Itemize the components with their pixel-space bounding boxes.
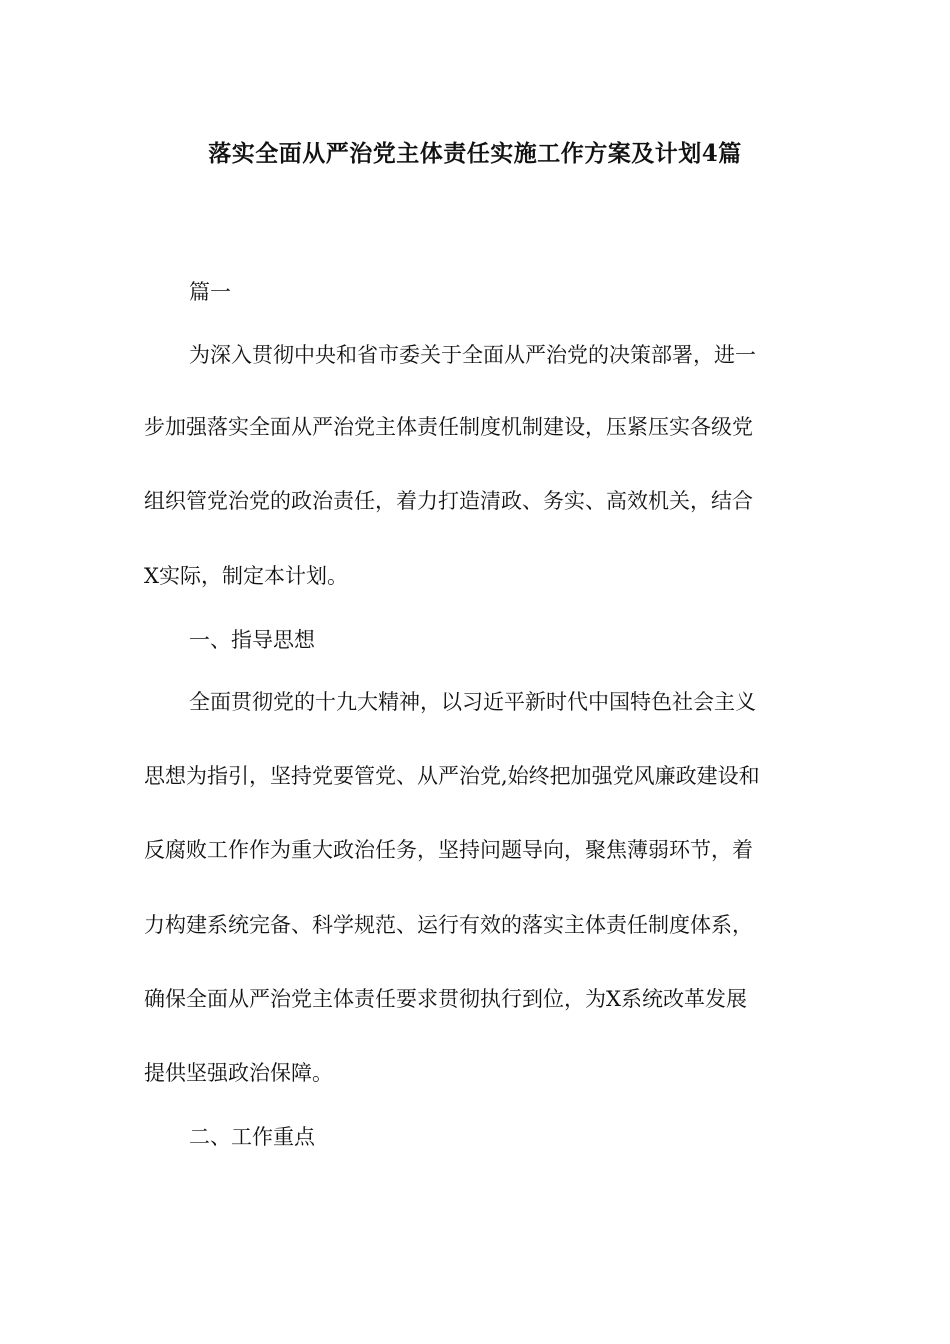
document-title: 落实全面从严治党主体责任实施工作方案及计划4篇 xyxy=(208,140,742,167)
paragraph-line: 思想为指引，坚持党要管党、从严治党,始终把加强党风廉政建设和 xyxy=(144,764,760,788)
paragraph-line: X实际，制定本计划。 xyxy=(144,564,348,588)
paragraph-line: 力构建系统完备、科学规范、运行有效的落实主体责任制度体系， xyxy=(144,913,753,937)
paragraph-line: 为深入贯彻中央和省市委关于全面从严治党的决策部署，进一 xyxy=(189,343,756,367)
section-heading: 一、指导思想 xyxy=(189,628,315,652)
paragraph-line: 步加强落实全面从严治党主体责任制度机制建设，压紧压实各级党 xyxy=(144,415,753,439)
paragraph-line: 确保全面从严治党主体责任要求贯彻执行到位，为X系统改革发展 xyxy=(144,987,747,1011)
paragraph-line: 组织管党治党的政治责任，着力打造清政、务实、高效机关，结合 xyxy=(144,489,753,513)
paragraph-line: 全面贯彻党的十九大精神，以习近平新时代中国特色社会主义 xyxy=(189,690,756,714)
section-heading: 二、工作重点 xyxy=(189,1125,315,1149)
section-label: 篇一 xyxy=(189,280,231,304)
paragraph-line: 提供坚强政治保障。 xyxy=(144,1061,333,1085)
paragraph-line: 反腐败工作作为重大政治任务，坚持问题导向，聚焦薄弱环节，着 xyxy=(144,838,753,862)
